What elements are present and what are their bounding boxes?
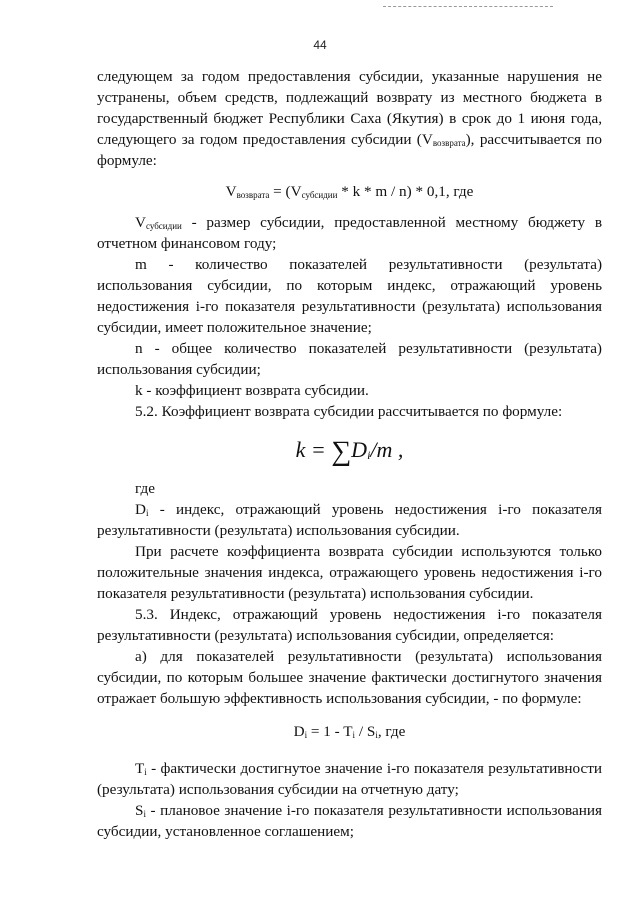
definition-di: $D_i$ - индекс, отражающий уровень недостижения i-го показателя результативности (результата) использования субсидии. xyxy=(97,501,602,539)
definition-ti: $T_i$ - фактически достигнутое значение i-го показателя результативности (результата) использования субсидии на отчетную дату; xyxy=(97,760,602,798)
formula-k: $k = \sum D_i/m$ , xyxy=(295,436,404,467)
definition-v-subsidy: $V_{субсидии}$ - размер субсидии, предоставленной местному бюджету в отчетном финансовом году; xyxy=(97,214,602,252)
page-number: 44 xyxy=(313,38,327,52)
definition-si: $S_i$ - плановое значение i-го показателя результативности использования субсидии, установленное соглашением; xyxy=(97,802,602,840)
paragraph-refund-volume: следующем за годом предоставления субсидии, указанные нарушения не устранены, объем средств, подлежащий возврату из местного бюджета в государственный бюджет Республики Саха (Якутия) в срок до 1 июня года, следующего за годом предоставления субсидии $(V_{возврата})$, рассчитывается по формуле: xyxy=(97,68,602,169)
top-dash-line xyxy=(383,6,553,9)
document-body xyxy=(97,66,602,842)
section-5-2: 5.2. Коэффициент возврата субсидии рассчитывается по формуле: xyxy=(135,403,563,420)
formula-di: $D_i = 1 - T_i / S_i$, где xyxy=(293,723,406,740)
definition-n: n - общее количество показателей результативности (результата) использования субсидии; xyxy=(97,340,602,378)
formula-refund-volume: $V_{возврата} = (V_{субсидии} * k * m / n) * 0,1$, где xyxy=(225,183,474,200)
paragraph-positive-values: При расчете коэффициента возврата субсидии используются только положительные значения индекса, отражающего уровень недостижения i-го показателя результативности (результата) использования субсидии. xyxy=(97,543,602,602)
definition-m: m - количество показателей результативности (результата) использования субсидии, по которым индекс, отражающий уровень недостижения i-го показателя результативности (результата) использования субсидии, имеет положительное значение; xyxy=(97,256,602,336)
where-label: где xyxy=(135,480,155,497)
item-a: а) для показателей результативности (результата) использования субсидии, по которым большее значение фактически достигнутого значения отражает большую эффективность использования субсидии, - по формуле: xyxy=(97,648,602,707)
section-5-3: 5.3. Индекс, отражающий уровень недостижения i-го показателя результативности (результата) использования субсидии, определяется: xyxy=(97,606,602,644)
definition-k: k - коэффициент возврата субсидии. xyxy=(135,382,369,399)
